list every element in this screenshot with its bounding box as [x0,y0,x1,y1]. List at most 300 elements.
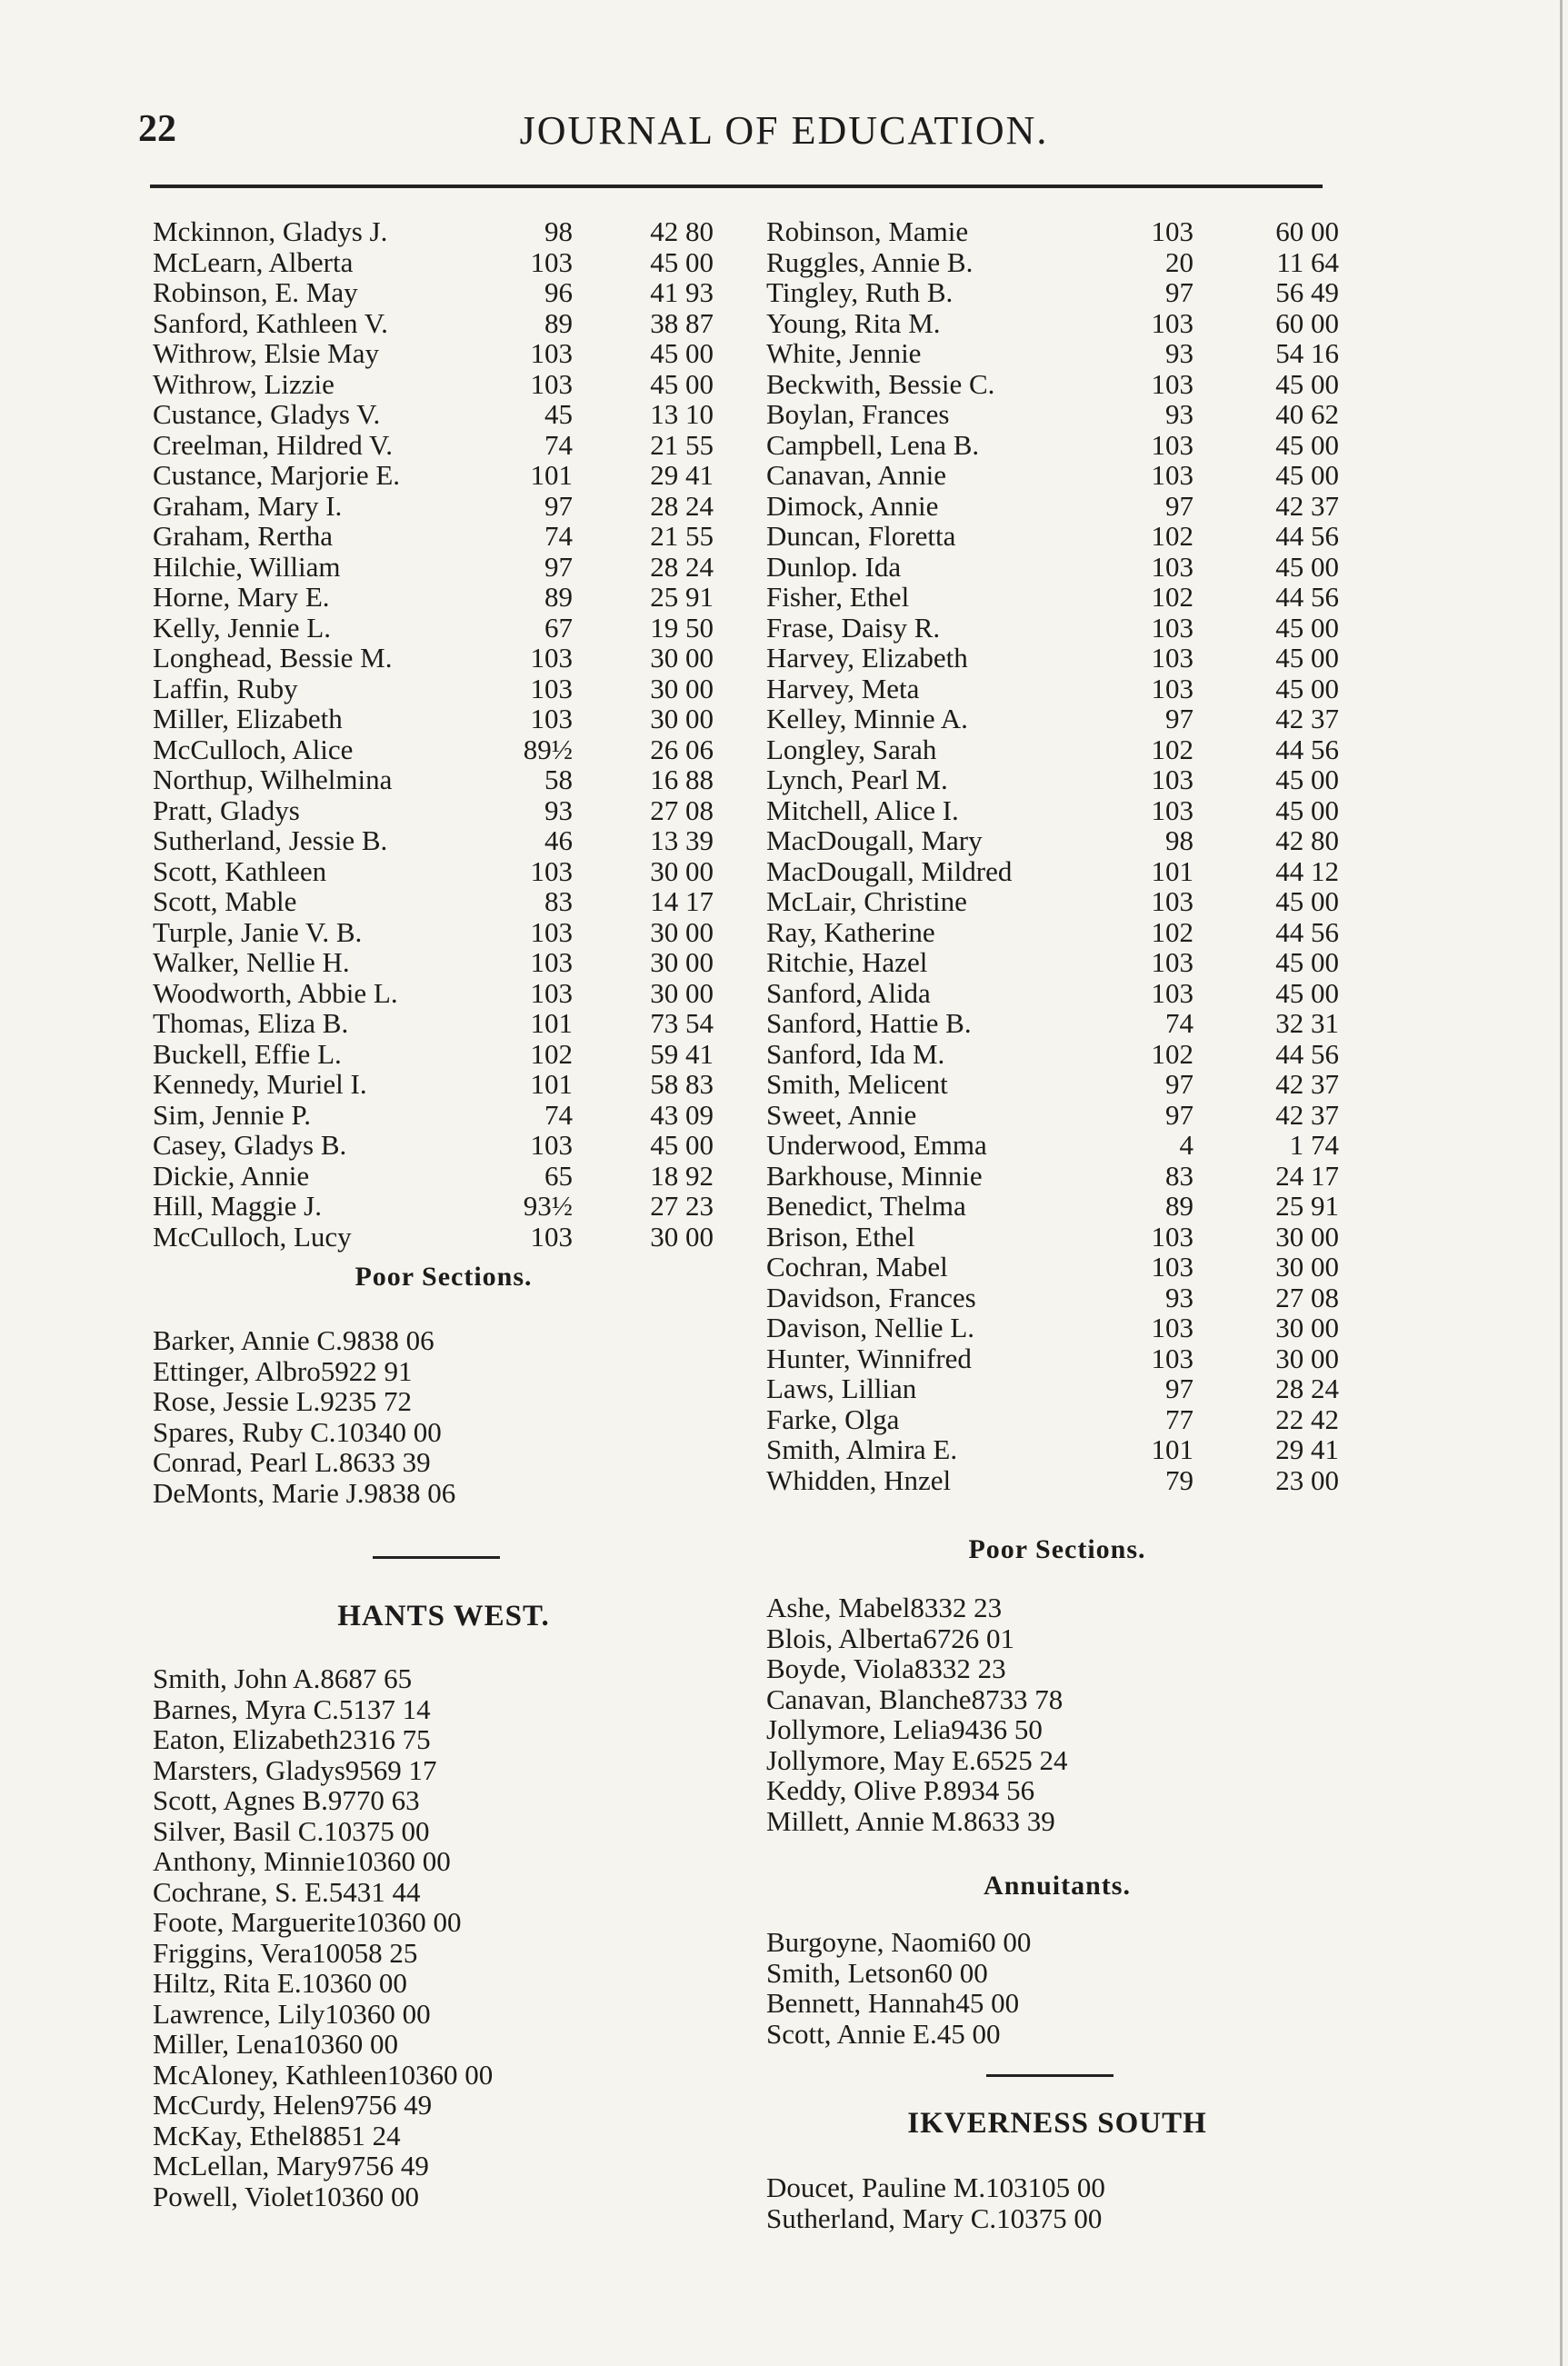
list-item [153,1724,734,1755]
section-heading: Poor Sections. [355,1262,533,1292]
teacher-name: Laws, Lillian [766,1373,917,1404]
list-item [153,886,734,917]
days-taught: 67 [923,1622,952,1654]
grant-amount: 24 17 [1275,1159,1339,1192]
days-taught: 98 [1165,824,1193,856]
grant-amount: 30 00 [1275,1312,1339,1343]
days-taught: 102 [1151,915,1193,948]
list-item [766,1069,1348,1100]
days-taught: 103 [345,1845,388,1877]
district-heading: HANTS WEST. [337,1600,550,1632]
list-item [153,2151,734,2181]
days-taught: 58 [544,764,573,795]
teacher-name: Custance, Marjorie E. [153,459,401,491]
teacher-name: Pratt, Gladys [153,794,300,826]
teacher-name: McAloney, Kathleen [153,2058,387,2091]
list-item [153,917,734,948]
list-item [153,1008,734,1039]
teacher-name: McLellan, Mary [153,2150,338,2181]
grant-amount: 45 00 [650,337,714,369]
grant-amount: 58 83 [650,1068,714,1100]
grant-amount: 75 00 [365,1814,430,1847]
teacher-name: Barkhouse, Minnie [766,1159,983,1192]
grant-amount: 45 00 [1275,459,1339,491]
teacher-name: Eaton, Elizabeth [153,1723,339,1755]
teacher-name: Sanford, Hattie B. [766,1007,972,1039]
list-item [766,2019,1348,2050]
grant-amount: 45 00 [1275,794,1339,826]
teacher-name: Kennedy, Muriel I. [153,1068,367,1100]
days-taught: 65 [544,1159,573,1192]
grant-amount: 30 00 [650,976,714,1009]
days-taught: 103 [530,1129,573,1161]
grant-amount: 29 41 [1275,1433,1339,1465]
teacher-name: Miller, Elizabeth [153,703,343,734]
right-main-list [766,216,1348,1495]
list-item [153,552,734,583]
teacher-name: Barker, Annie C. [153,1324,343,1356]
days-taught: 103 [1151,1220,1193,1253]
teacher-name: Ettinger, Albro [153,1354,321,1387]
teacher-name: Beckwith, Bessie C. [766,367,995,400]
days-taught: 103 [530,245,573,278]
days-taught: 94 [951,1713,980,1745]
grant-amount: 38 87 [650,306,714,339]
teacher-name: Robinson, Mamie [766,215,969,247]
teacher-name: Smith, Almira E. [766,1433,958,1465]
days-taught: 83 [914,1652,943,1684]
list-item [153,795,734,826]
district-heading: IKVERNESS SOUTH [907,2107,1207,2140]
section-divider [373,1556,500,1559]
grant-amount: 56 49 [368,2089,433,2121]
list-item [153,338,734,369]
list-item [766,1343,1348,1374]
list-item [766,764,1348,795]
list-item [153,1846,734,1877]
list-item [766,216,1348,247]
days-taught: 97 [1165,1068,1193,1100]
grant-amount: 40 00 [378,1415,442,1448]
grant-amount: 58 25 [354,1936,418,1969]
list-item [153,1386,734,1417]
days-taught: 103 [1151,976,1193,1009]
list-item [766,1039,1348,1070]
list-item [766,795,1348,826]
grant-amount: 30 00 [650,672,714,704]
teacher-name: Sanford, Ida M. [766,1037,945,1070]
list-item [766,1373,1348,1404]
right-poor-heading [766,1534,1348,1565]
list-item [766,643,1348,674]
grant-amount: 45 00 [955,1987,1020,2019]
grant-amount: 16 88 [650,764,714,795]
list-item [153,521,734,552]
teacher-name: Silver, Basil C. [153,1814,325,1847]
grant-amount: 22 42 [1275,1403,1339,1435]
days-taught: 103 [996,2201,1039,2234]
days-taught: 89 [544,306,573,339]
list-item [766,886,1348,917]
teacher-name: Longley, Sarah [766,733,937,765]
teacher-name: Frase, Daisy R. [766,611,941,644]
teacher-name: Blois, Alberta [766,1622,924,1654]
list-item [153,277,734,308]
days-taught: 4 [1179,1129,1193,1161]
days-taught: 100 [312,1936,355,1969]
teacher-name: Dunlop. Ida [766,550,902,583]
list-item [153,582,734,613]
grant-amount: 31 44 [356,1875,421,1908]
teacher-name: Fisher, Ethel [766,581,910,613]
list-item [766,1161,1348,1192]
teacher-name: Barnes, Myra C. [153,1692,339,1725]
grant-amount: 19 50 [650,611,714,644]
grant-amount: 45 00 [1275,946,1339,978]
list-item [153,1663,734,1694]
grant-amount: 60 00 [1275,215,1339,247]
days-taught: 93 [544,794,573,826]
list-item [766,1191,1348,1222]
teacher-name: Whidden, Hnzel [766,1463,952,1496]
grant-amount: 60 00 [1275,306,1339,339]
list-item [766,308,1348,339]
list-item [153,734,734,765]
list-item [766,1775,1348,1806]
days-taught: 89½ [523,733,573,765]
grant-amount: 60 00 [967,1926,1032,1958]
days-taught: 93 [1165,398,1193,430]
list-item [153,491,734,522]
days-taught: 103 [1151,885,1193,917]
grant-amount: 44 56 [1275,1037,1339,1070]
days-taught: 103 [530,915,573,948]
grant-amount: 45 00 [1275,611,1339,644]
list-item [766,1684,1348,1715]
grant-amount: 28 24 [1275,1373,1339,1404]
teacher-name: Scott, Agnes B. [153,1784,328,1816]
teacher-name: Walker, Nellie H. [153,946,350,978]
list-item [153,643,734,674]
grant-amount: 56 49 [1275,276,1339,308]
grant-amount: 42 80 [1275,824,1339,856]
grant-amount: 1 74 [1289,1129,1339,1161]
section-divider [986,2074,1114,2077]
days-taught: 87 [971,1682,1000,1715]
days-taught: 83 [544,885,573,917]
grant-amount: 33 78 [999,1682,1064,1715]
teacher-name: Marsters, Gladys [153,1753,345,1786]
teacher-name: Harvey, Elizabeth [766,642,968,674]
list-item [766,1100,1348,1131]
grant-amount: 60 00 [924,1956,988,1989]
teacher-name: Ray, Katherine [766,915,935,948]
list-item [153,1222,734,1253]
list-item [153,399,734,430]
annuitants-list [766,1927,1348,2049]
grant-amount: 30 00 [1275,1220,1339,1253]
days-taught: 103 [1151,428,1193,461]
list-item [153,1816,734,1847]
grant-amount: 60 00 [429,2058,494,2091]
days-taught: 23 [338,1723,367,1755]
list-item [153,1325,734,1356]
days-taught: 103 [313,2180,356,2212]
page-edge [1560,0,1563,2366]
days-taught: 103 [292,2028,335,2060]
teacher-name: Woodworth, Abbie L. [153,976,398,1009]
grant-amount: 44 56 [1275,915,1339,948]
list-item [766,1008,1348,1039]
days-taught: 102 [1151,581,1193,613]
list-item [766,613,1348,644]
grant-amount: 32 31 [1275,1007,1339,1039]
list-item [766,1252,1348,1283]
days-taught: 89 [943,1774,972,1806]
list-item [153,2029,734,2060]
teacher-name: Laffin, Ruby [153,672,298,704]
days-taught: 101 [1151,1433,1193,1465]
list-item [153,1161,734,1192]
days-taught: 103 [1151,306,1193,339]
list-item [766,917,1348,948]
list-item [766,1313,1348,1343]
grant-amount: 18 92 [650,1159,714,1192]
days-taught: 103 [386,2058,430,2091]
teacher-name: Miller, Lena [153,2028,293,2060]
grant-amount: 105 00 [1027,2171,1105,2203]
list-item [153,2090,734,2121]
teacher-name: Tingley, Ruth B. [766,276,954,308]
teacher-name: Smith, Melicent [766,1068,948,1100]
list-item [153,1100,734,1131]
grant-amount: 45 00 [650,367,714,400]
teacher-name: Sweet, Annie [766,1098,917,1131]
list-item [766,947,1348,978]
grant-amount: 44 56 [1275,581,1339,613]
grant-amount: 28 24 [650,489,714,522]
days-taught: 95 [345,1753,374,1786]
list-item [766,1806,1348,1837]
grant-amount: 42 80 [650,215,714,247]
grant-amount: 13 10 [650,398,714,430]
teacher-name: Sanford, Alida [766,976,931,1009]
grant-amount: 27 08 [1275,1281,1339,1313]
teacher-name: Dickie, Annie [153,1159,310,1192]
grant-amount: 11 64 [1276,245,1339,278]
teacher-name: Creelman, Hildred V. [153,428,394,461]
teacher-name: Lynch, Pearl M. [766,764,948,795]
teacher-name: Kelly, Jennie L. [153,611,331,644]
days-taught: 103 [1151,642,1193,674]
list-item [766,1222,1348,1253]
teacher-name: Sim, Jennie P. [153,1098,311,1131]
list-item [153,856,734,887]
days-taught: 74 [1165,1007,1193,1039]
teacher-name: Cochran, Mabel [766,1251,948,1283]
days-taught: 74 [544,1098,573,1131]
teacher-name: Scott, Kathleen [153,854,327,887]
grant-amount: 32 23 [942,1652,1006,1684]
days-taught: 79 [1165,1463,1193,1496]
page-header [0,107,1568,171]
teacher-name: Jollymore, May E. [766,1743,976,1776]
list-item [153,674,734,704]
teacher-name: Boylan, Frances [766,398,950,430]
list-item [153,1356,734,1387]
grant-amount: 21 55 [650,428,714,461]
teacher-name: Underwood, Emma [766,1129,987,1161]
list-item [153,1191,734,1222]
grant-amount: 45 00 [650,245,714,278]
page-number: 22 [138,108,176,150]
days-taught: 46 [544,824,573,856]
days-taught: 102 [1151,1037,1193,1070]
list-item [766,978,1348,1009]
left-main-list [153,216,734,1252]
grant-amount: 37 14 [366,1692,431,1725]
list-item [153,2121,734,2151]
days-taught: 103 [985,2171,1028,2203]
teacher-name: Sutherland, Jessie B. [153,824,388,856]
days-taught: 101 [530,459,573,491]
teacher-name: Benedict, Thelma [766,1190,966,1222]
days-taught: 97 [1165,1373,1193,1404]
grant-amount: 41 93 [650,276,714,308]
list-item [766,1653,1348,1684]
days-taught: 65 [975,1743,1004,1776]
days-taught: 74 [544,520,573,552]
teacher-name: Farke, Olga [766,1403,900,1435]
days-taught: 86 [320,1662,349,1694]
list-item [766,674,1348,704]
days-taught: 103 [530,854,573,887]
teacher-name: Custance, Gladys V. [153,398,381,430]
grant-amount: 38 06 [392,1476,456,1509]
list-item [766,1958,1348,1989]
teacher-name: Canavan, Annie [766,459,947,491]
teacher-name: Ritchie, Hazel [766,946,928,978]
teacher-name: Conrad, Pearl L. [153,1446,339,1478]
grant-amount: 45 00 [1275,764,1339,795]
list-item [153,1039,734,1070]
teacher-name: MacDougall, Mildred [766,854,1013,887]
list-item [766,1623,1348,1654]
teacher-name: Canavan, Blanche [766,1682,972,1715]
days-taught: 74 [544,428,573,461]
teacher-name: Duncan, Floretta [766,520,956,552]
grant-amount: 44 12 [1275,854,1339,887]
list-item [766,1434,1348,1465]
grant-amount: 30 00 [650,1220,714,1253]
list-item [153,460,734,491]
teacher-name: DeMonts, Marie J. [153,1476,365,1509]
days-taught: 97 [544,550,573,583]
grant-amount: 42 37 [1275,703,1339,734]
list-item [766,1404,1348,1435]
grant-amount: 29 41 [650,459,714,491]
teacher-name: Cochrane, S. E. [153,1875,329,1908]
grant-amount: 36 50 [979,1713,1043,1745]
days-taught: 98 [342,1324,371,1356]
grant-amount: 45 00 [1275,428,1339,461]
days-taught: 88 [308,2119,337,2151]
teacher-name: MacDougall, Mary [766,824,983,856]
list-item [766,856,1348,887]
days-taught: 101 [530,1068,573,1100]
list-item [766,2203,1348,2234]
days-taught: 103 [335,1415,378,1448]
grant-amount: 32 23 [938,1592,1003,1623]
days-taught: 103 [530,946,573,978]
days-taught: 93 [1165,1281,1193,1313]
days-taught: 103 [530,337,573,369]
grant-amount: 27 23 [650,1190,714,1222]
days-taught: 97 [340,2089,369,2121]
teacher-name: Mckinnon, Gladys J. [153,215,388,247]
teacher-name: Young, Rita M. [766,306,941,339]
grant-amount: 51 24 [336,2119,401,2151]
grant-amount: 54 16 [1275,337,1339,369]
list-item [153,1968,734,1999]
teacher-name: Spares, Ruby C. [153,1415,336,1448]
teacher-name: Doucet, Pauline M. [766,2171,986,2203]
grant-amount: 26 06 [650,733,714,765]
teacher-name: Scott, Mable [153,885,297,917]
section-heading: Annuitants. [984,1871,1131,1901]
list-item [153,1447,734,1478]
list-item [153,1069,734,1100]
days-taught: 20 [1165,245,1193,278]
list-item [766,1130,1348,1161]
teacher-name: McCulloch, Lucy [153,1220,352,1253]
left-poor-heading [153,1262,734,1293]
grant-amount: 30 00 [650,854,714,887]
grant-amount: 35 72 [348,1385,413,1417]
grant-amount: 27 08 [650,794,714,826]
teacher-name: Thomas, Eliza B. [153,1007,349,1039]
teacher-name: Withrow, Lizzie [153,367,335,400]
list-item [766,704,1348,734]
list-item [766,369,1348,400]
list-item [766,1465,1348,1496]
teacher-name: Hill, Maggie J. [153,1190,322,1222]
days-taught: 89 [1165,1190,1193,1222]
days-taught: 97 [544,489,573,522]
teacher-name: Friggins, Vera [153,1936,313,1969]
days-taught: 103 [530,1220,573,1253]
grant-amount: 44 56 [1275,520,1339,552]
list-item [766,277,1348,308]
grant-amount: 60 00 [335,2028,398,2060]
list-item [153,2060,734,2091]
teacher-name: Davison, Nellie L. [766,1312,975,1343]
hants-heading-block [153,1600,734,1633]
teacher-name: Ashe, Mabel [766,1592,911,1623]
grant-amount: 56 49 [365,2150,429,2181]
days-taught: 93 [1165,337,1193,369]
left-poor-list [153,1325,734,1508]
grant-amount: 45 00 [650,1129,714,1161]
list-item [153,825,734,856]
days-taught: 97 [337,2150,366,2181]
list-item [766,734,1348,765]
days-taught: 83 [910,1592,939,1623]
days-taught: 102 [1151,520,1193,552]
list-item [153,1130,734,1161]
days-taught: 59 [320,1354,349,1387]
grant-amount: 30 00 [1275,1251,1339,1283]
